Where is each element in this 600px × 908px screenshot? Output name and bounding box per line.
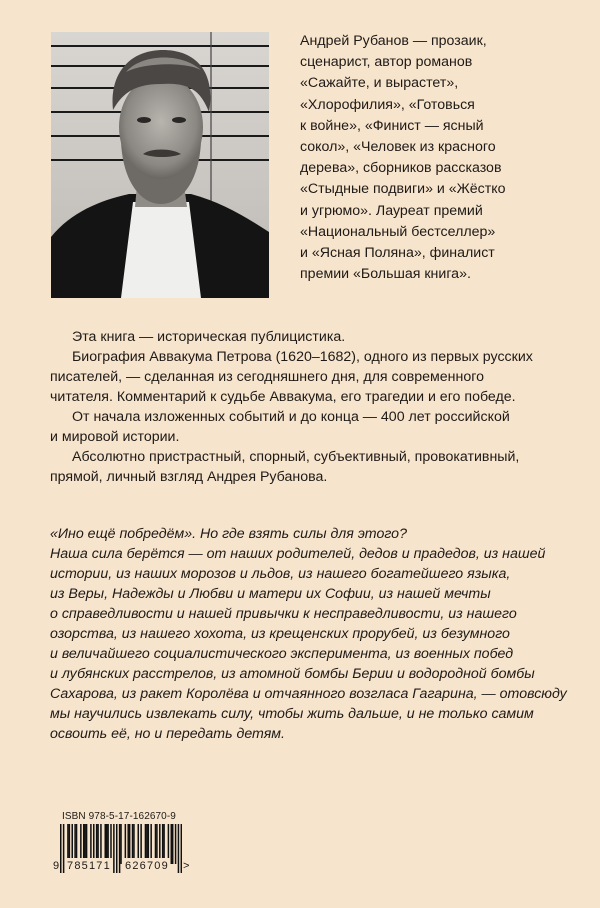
bio-line: «Национальный бестселлер» — [300, 223, 496, 240]
quote-line: и лубянских расстрелов, из атомной бомбы Берии и водородной бомбы — [50, 666, 535, 682]
quote-line: и величайшего социалистического эксперимента, из военных побед — [50, 646, 514, 662]
barcode-digits-right: 626709 — [125, 860, 169, 872]
quote-line: Наша сила берётся — от наших родителей, дедов и прадедов, из нашей — [50, 546, 546, 562]
isbn-label: ISBN 978-5-17-162670-9 — [62, 811, 176, 822]
description-line: и мировой истории. — [50, 429, 180, 445]
description-line: Абсолютно пристрастный, спорный, субъективный, провокативный, — [72, 449, 520, 465]
bio-line: к войне», «Финист — ясный — [300, 117, 484, 134]
bio-line: «Хлорофилия», «Готовься — [300, 96, 475, 113]
quote-line: истории, из наших морозов и льдов, из нашего богатейшего языка, — [50, 566, 511, 582]
bio-line: премии «Большая книга». — [300, 266, 471, 283]
bio-line: и «Ясная Поляна», финалист — [300, 245, 495, 262]
barcode-digit-lead: 9 — [53, 860, 60, 872]
bio-line: дерева», сборников рассказов — [300, 160, 502, 177]
book-description — [50, 327, 570, 487]
barcode-digits — [53, 858, 189, 874]
description-paragraph — [50, 347, 570, 407]
bio-line: и угрюмо». Лауреат премий — [300, 202, 483, 219]
bio-line: сценарист, автор романов — [300, 54, 473, 71]
quote-line: о справедливости и нашей привычки к несправедливости, из нашего — [50, 606, 517, 622]
description-paragraph — [50, 447, 570, 487]
author-portrait-image — [51, 32, 269, 298]
description-line: прямой, личный взгляд Андрея Рубанова. — [50, 469, 328, 485]
description-paragraph — [50, 407, 570, 447]
quote-line: озорства, из нашего хохота, из крещенских прорубей, из безумного — [50, 626, 510, 642]
description-line: От начала изложенных событий и до конца — 400 лет российской — [72, 409, 510, 425]
bio-line: Андрей Рубанов — прозаик, — [300, 33, 487, 49]
author-bio — [300, 31, 580, 285]
description-line: Биография Аввакума Петрова (1620–1682), одного из первых русских — [72, 349, 533, 365]
description-line: писателей, — сделанная из сегодняшнего дня, для современного — [50, 369, 484, 385]
description-line: Эта книга — историческая публицистика. — [72, 329, 346, 345]
bio-line: «Сажайте, и вырастет», — [300, 75, 459, 92]
quote-line: из Веры, Надежды и Любви и матери их Софии, из нашей мечты — [50, 586, 491, 602]
bio-line: сокол», «Человек из красного — [300, 139, 496, 156]
description-paragraph — [50, 327, 570, 347]
quote-line: Сахарова, из ракет Королёва и отчаянного возгласа Гагарина, — отовсюду — [50, 686, 567, 702]
description-line: читателя. Комментарий к судьбе Аввакума, его трагедии и его победе. — [50, 389, 516, 405]
quote-line: освоить её, но и передать детям. — [50, 726, 285, 742]
quote-line: «Ино ещё побредём». Но где взять силы для этого? — [50, 526, 407, 542]
author-photo — [51, 32, 269, 298]
barcode-digit-trail: > — [183, 860, 190, 872]
barcode-digits-left: 785171 — [67, 860, 111, 872]
quote-line: мы научились извлекать силу, чтобы жить дальше, и не только самим — [50, 706, 534, 722]
bio-line: «Стыдные подвиги» и «Жёстко — [300, 181, 506, 198]
book-quote — [50, 524, 580, 744]
